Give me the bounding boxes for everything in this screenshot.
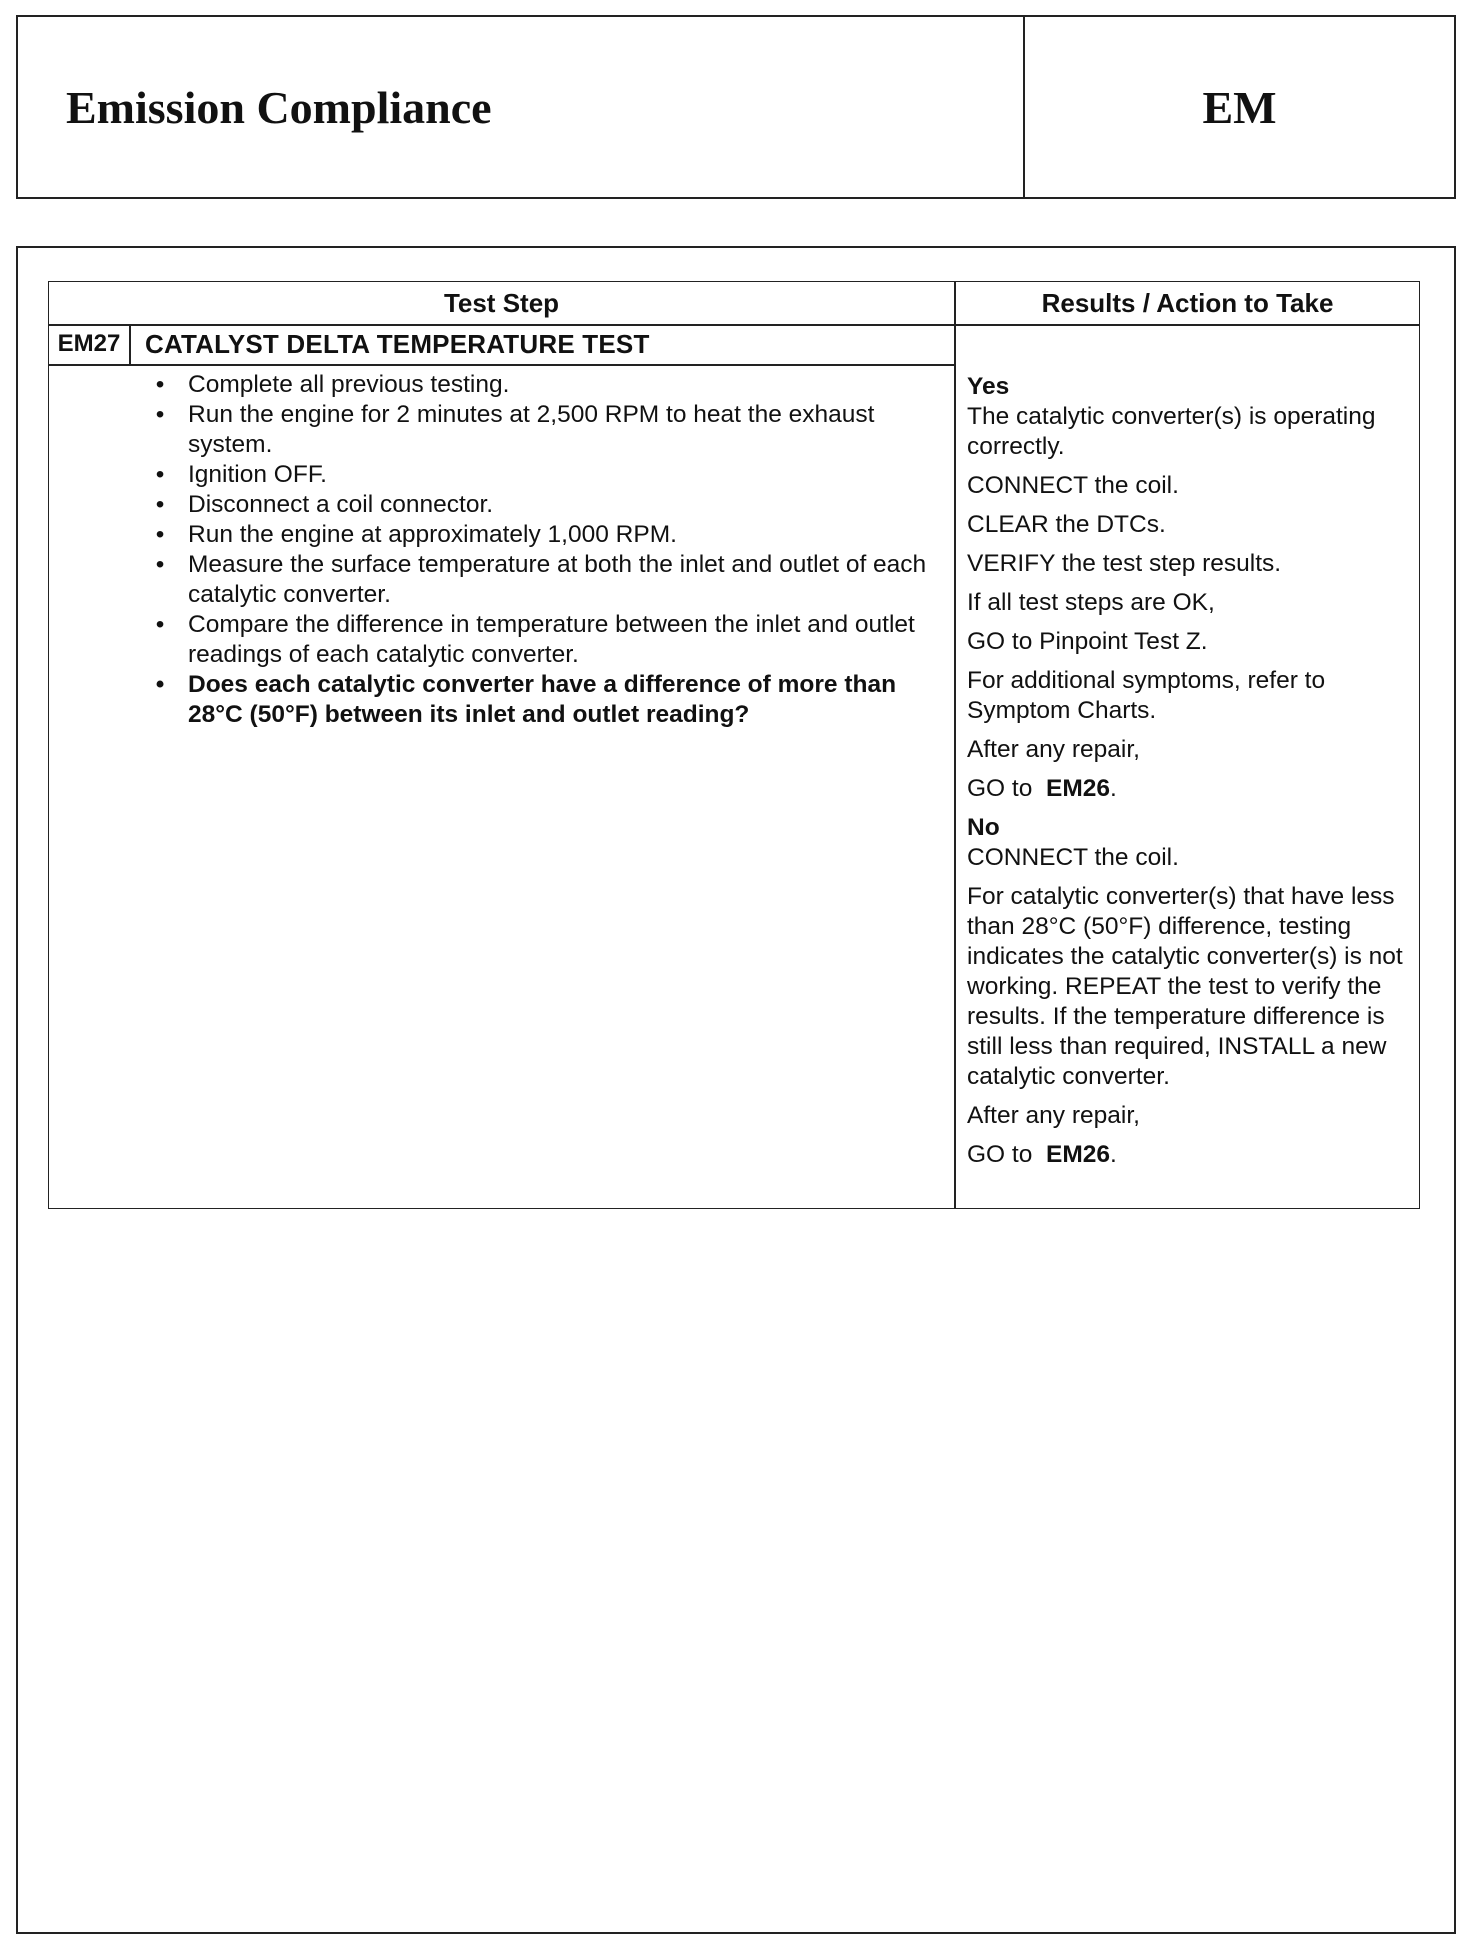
step-id: EM27 xyxy=(57,330,121,357)
bullet: • xyxy=(155,671,165,698)
column-divider xyxy=(954,282,956,1208)
result-line: GO to Pinpoint Test Z. xyxy=(967,628,1208,655)
result-line: CONNECT the coil. xyxy=(967,472,1179,499)
result-goto: GO to EM26. xyxy=(967,1141,1117,1168)
result-line: For catalytic converter(s) that have less than 28°C (50°F) difference, testing indicates the catalytic converter(s) is not working. REPEAT the test to verify the results. If the temperature difference is still less than required, INSTALL a new catalytic converter. xyxy=(967,883,1403,1090)
bullet: • xyxy=(155,371,165,398)
list-item: • Ignition OFF. xyxy=(145,460,945,490)
result-line: If all test steps are OK, xyxy=(967,589,1215,616)
list-item: • Compare the difference in temperature between the inlet and outlet readings of each catalytic converter. xyxy=(145,610,945,670)
result-line: After any repair, xyxy=(967,736,1140,763)
list-item-question: • Does each catalytic converter have a difference of more than 28°C (50°F) between its inlet and outlet reading? xyxy=(145,670,945,730)
section-code: EM xyxy=(1202,81,1277,133)
list-item: • Run the engine at approximately 1,000 RPM. xyxy=(145,520,945,550)
result-yes-label: Yes xyxy=(967,373,1010,400)
step-id-divider xyxy=(129,324,131,364)
result-line: After any repair, xyxy=(967,1102,1140,1129)
step-list xyxy=(145,370,945,730)
bullet: • xyxy=(155,521,165,548)
page-title: Emission Compliance xyxy=(66,81,492,133)
bullet: • xyxy=(155,401,165,428)
results-column xyxy=(967,372,1417,1170)
bullet: • xyxy=(155,551,165,578)
test-step-table xyxy=(48,281,1420,1209)
list-item: • Complete all previous testing. xyxy=(145,370,945,400)
column-header-test-step: Test Step xyxy=(443,287,560,318)
step-title-rule xyxy=(49,364,954,366)
list-item: • Measure the surface temperature at both the inlet and outlet of each catalytic converter. xyxy=(145,550,945,610)
goto-target: EM26 xyxy=(1045,1141,1110,1168)
page-header xyxy=(16,15,1456,199)
result-line: CLEAR the DTCs. xyxy=(967,511,1166,538)
bullet: • xyxy=(155,491,165,518)
result-no-label: No xyxy=(967,814,1000,841)
column-header-results: Results / Action to Take xyxy=(1041,287,1334,318)
step-title: CATALYST DELTA TEMPERATURE TEST xyxy=(145,328,650,359)
result-line: For additional symptoms, refer to Symptom Charts. xyxy=(967,667,1326,724)
result-line: VERIFY the test step results. xyxy=(967,550,1282,577)
list-item: • Disconnect a coil connector. xyxy=(145,490,945,520)
bullet: • xyxy=(155,611,165,638)
result-goto: GO to EM26. xyxy=(967,775,1117,802)
goto-target: EM26 xyxy=(1045,775,1110,802)
result-line: The catalytic converter(s) is operating correctly. xyxy=(967,403,1376,460)
result-line: CONNECT the coil. xyxy=(967,844,1179,871)
bullet: • xyxy=(155,461,165,488)
list-item: • Run the engine for 2 minutes at 2,500 RPM to heat the exhaust system. xyxy=(145,400,945,460)
